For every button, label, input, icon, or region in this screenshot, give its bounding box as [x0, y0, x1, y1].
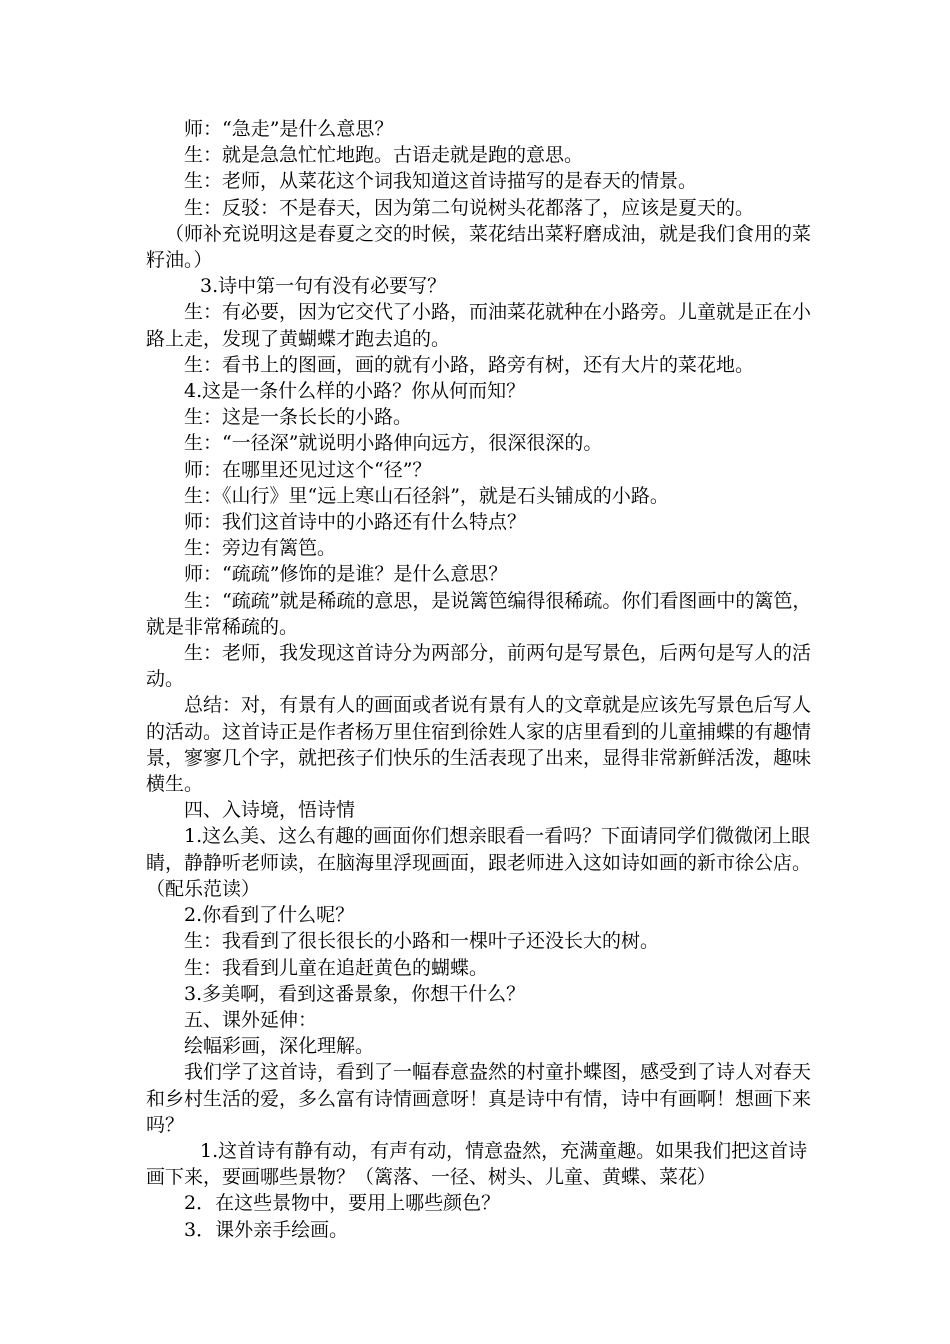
paragraph: 生：“疏疏”就是稀疏的意思，是说篱笆编得很稀疏。你们看图画中的篱笆，就是非常稀疏的。: [146, 589, 812, 638]
paragraph: 生：看书上的图画，画的就有小路，路旁有树，还有大片的菜花地。: [184, 353, 755, 376]
paragraph: 师：我们这首诗中的小路还有什么特点？: [184, 511, 527, 534]
paragraph: 3.诗中第一句有没有必要写？: [200, 275, 447, 298]
paragraph: 生：《山行》里“远上寒山石径斜”，就是石头铺成的小路。: [184, 484, 669, 507]
paragraph: 生：有必要，因为它交代了小路，而油菜花就种在小路旁。儿童就是正在小路上走，发现了黄蝴蝶才跑去追的。: [146, 301, 812, 350]
paragraph: 2．在这些景物中，要用上哪些颜色？: [184, 1192, 501, 1215]
paragraph: 我们学了这首诗，看到了一幅春意盎然的村童扑蝶图，感受到了诗人对春天和乡村生活的爱，多么富有诗情画意呀！真是诗中有情，诗中有画啊！想画下来吗？: [146, 1061, 812, 1136]
paragraph: 生：就是急急忙忙地跑。古语走就是跑的意思。: [184, 144, 584, 167]
paragraph: 总结：对，有景有人的画面或者说有景有人的文章就是应该先写景色后写人的活动。这首诗正是作者杨万里住宿到徐姓人家的店里看到的儿童捕蝶的有趣情景，寥寥几个字，就把孩子们快乐的生活表现了出来，显得非常新鲜活泼，趣味横生。: [146, 694, 812, 796]
paragraph: 生：我看到儿童在追赶黄色的蝴蝶。: [184, 956, 489, 979]
paragraph: 五、课外延伸：: [184, 1008, 318, 1031]
paragraph: 绘幅彩画，深化理解。: [184, 1035, 375, 1058]
paragraph: 3.多美啊，看到这番景象，你想干什么？: [184, 982, 526, 1005]
paragraph: 4.这是一条什么样的小路？你从何而知？: [184, 380, 526, 403]
paragraph: 师：在哪里还见过这个“径”？: [184, 458, 432, 481]
paragraph: 生：老师，从菜花这个词我知道这首诗描写的是春天的情景。: [184, 170, 698, 193]
paragraph: 生：老师，我发现这首诗分为两部分，前两句是写景色，后两句是写人的活动。: [146, 642, 812, 691]
paragraph: 师：“疏疏”修饰的是谁？是什么意思？: [184, 563, 508, 586]
paragraph: （师补充说明这是春夏之交的时候，菜花结出菜籽磨成油，就是我们食用的菜籽油。）: [146, 222, 812, 272]
paragraph: 师：“急走”是什么意思？: [184, 118, 394, 140]
paragraph: 生：旁边有篱笆。: [184, 537, 337, 560]
paragraph: 生：我看到了很长很长的小路和一棵叶子还没长大的树。: [184, 930, 660, 953]
paragraph: 生：反驳：不是春天，因为第二句说树头花都落了，应该是夏天的。: [184, 196, 755, 219]
paragraph: 1.这么美、这么有趣的画面你们想亲眼看一看吗？下面请同学们微微闭上眼睛，静静听老师读，在脑海里浮现画面，跟老师进入这如诗如画的新市徐公店。（配乐范读）: [146, 825, 812, 900]
paragraph: 3．课外亲手绘画。: [184, 1218, 349, 1241]
paragraph: 1.这首诗有静有动，有声有动，情意盎然，充满童趣。如果我们把这首诗画下来，要画哪些景物？（篱落、一径、树头、儿童、黄蝶、菜花）: [146, 1139, 808, 1189]
paragraph: 四、入诗境，悟诗情: [184, 799, 356, 822]
paragraph: 生：这是一条长长的小路。: [184, 406, 413, 429]
paragraph: 2.你看到了什么呢？: [184, 904, 355, 927]
paragraph: 生：“一径深”就说明小路伸向远方，很深很深的。: [184, 432, 603, 455]
document-body: [146, 116, 822, 1243]
